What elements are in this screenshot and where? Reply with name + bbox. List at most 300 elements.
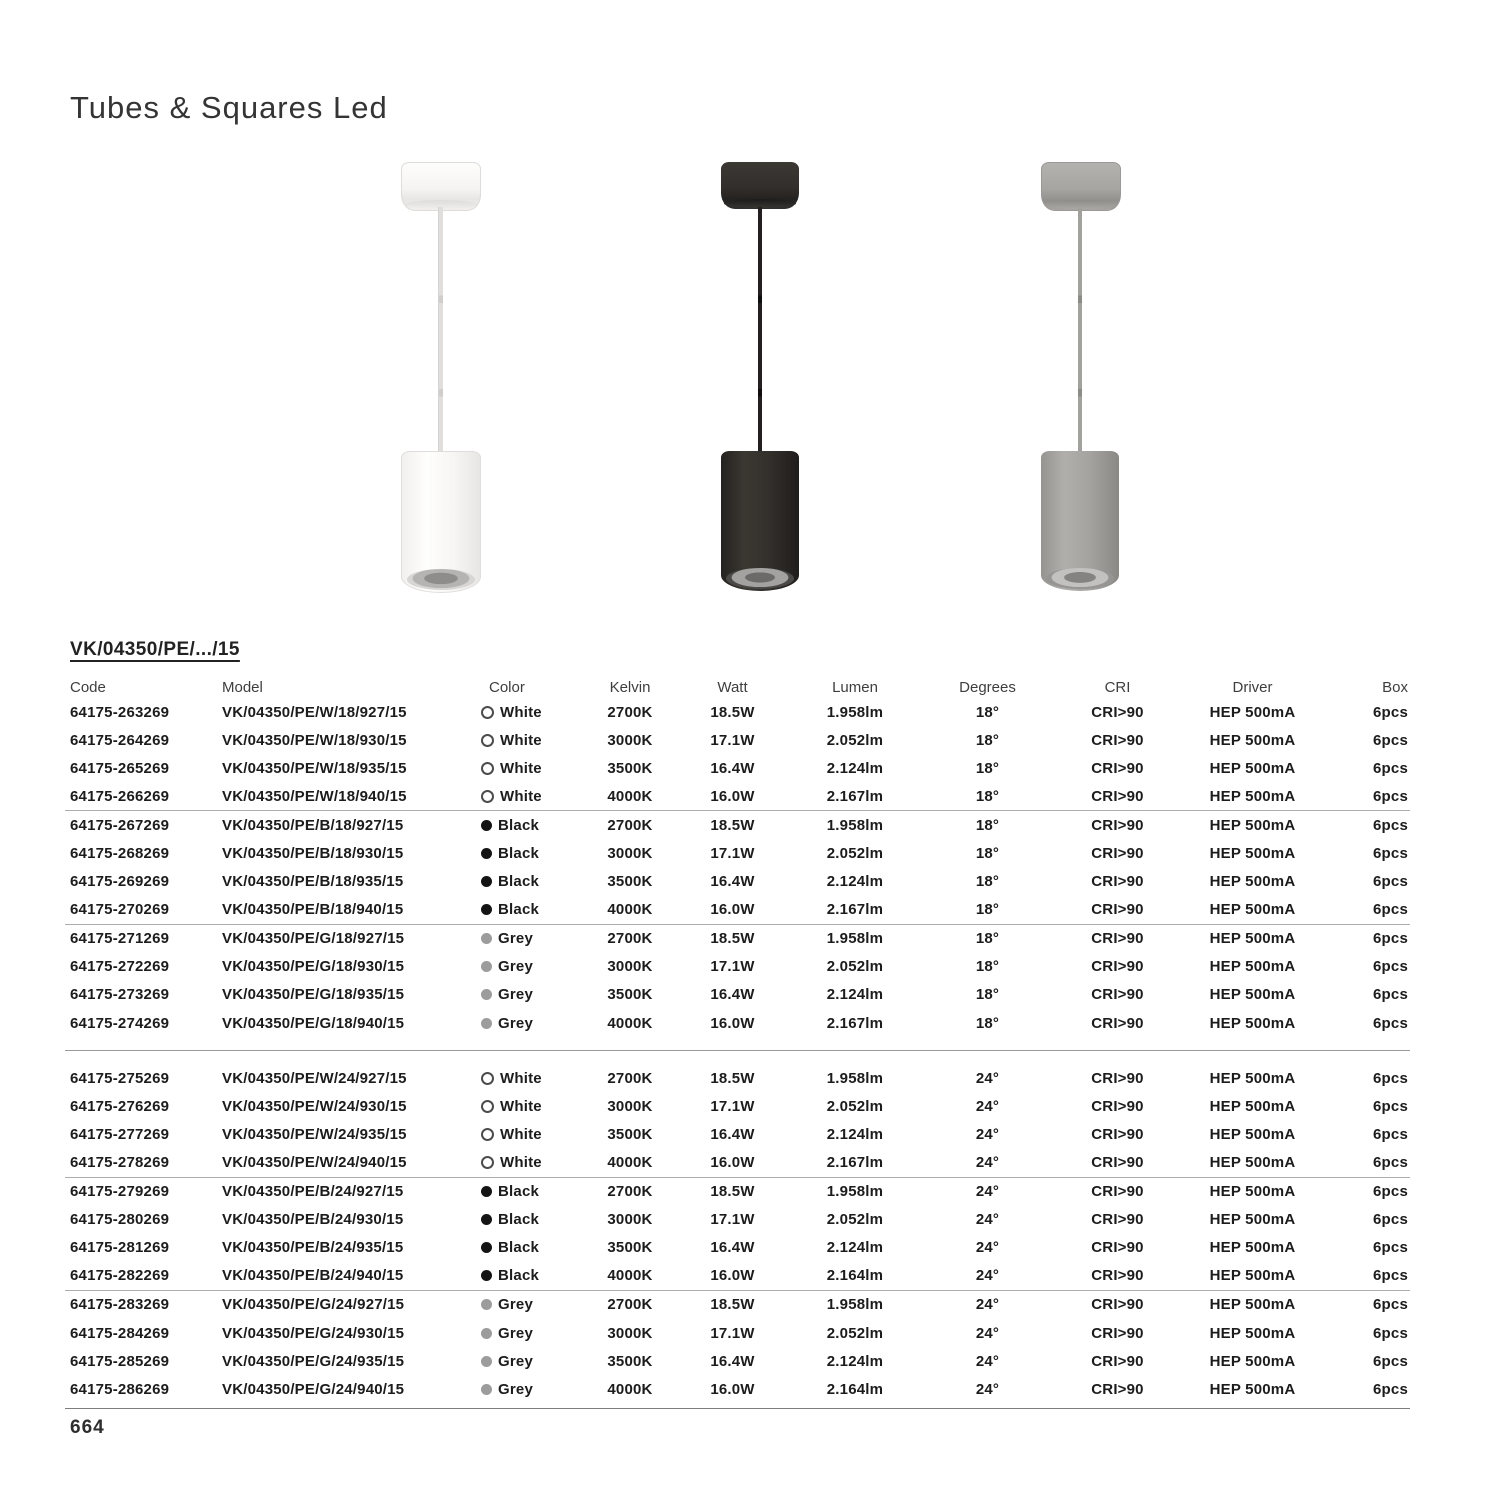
lumen-cell: 2.124lm: [826, 1239, 884, 1257]
column-header-color: Color: [489, 678, 525, 696]
code-cell: 64175-278269: [70, 1153, 170, 1171]
driver-cell: HEP 500mA: [1209, 986, 1296, 1004]
box-cell: 6pcs: [1373, 958, 1408, 976]
driver-cell: HEP 500mA: [1209, 731, 1296, 749]
cri-cell: CRI>90: [1091, 703, 1144, 721]
watt-cell: 16.0W: [710, 901, 755, 919]
driver-cell: HEP 500mA: [1209, 845, 1296, 863]
color-cell: [473, 901, 585, 918]
cri-cell: CRI>90: [1091, 958, 1144, 976]
color-label: White: [500, 1125, 542, 1143]
code-cell: 64175-267269: [70, 816, 170, 834]
box-cell: 6pcs: [1373, 1352, 1408, 1370]
degrees-cell: 24°: [975, 1069, 1000, 1087]
model-cell: VK/04350/PE/G/18/930/15: [222, 958, 405, 976]
degrees-cell: 18°: [975, 731, 1000, 749]
box-cell: 6pcs: [1373, 1380, 1408, 1398]
color-cell: [473, 1070, 585, 1087]
table-row: [65, 1009, 1410, 1037]
table-header-row: [65, 676, 1410, 698]
model-cell: VK/04350/PE/G/18/927/15: [222, 930, 405, 948]
cri-cell: CRI>90: [1091, 1183, 1144, 1201]
lumen-cell: 2.124lm: [826, 1125, 884, 1143]
color-cell: [473, 817, 585, 834]
table-row: [65, 1234, 1410, 1262]
driver-cell: HEP 500mA: [1209, 958, 1296, 976]
cri-cell: CRI>90: [1091, 731, 1144, 749]
column-header-degrees: Degrees: [959, 678, 1016, 696]
column-header-watt: Watt: [717, 678, 748, 696]
code-cell: 64175-270269: [70, 901, 170, 919]
lumen-cell: 2.124lm: [826, 986, 884, 1004]
code-cell: 64175-266269: [70, 787, 170, 805]
driver-cell: HEP 500mA: [1209, 703, 1296, 721]
driver-cell: HEP 500mA: [1209, 1352, 1296, 1370]
watt-cell: 16.4W: [710, 986, 755, 1004]
degrees-cell: 24°: [975, 1153, 1000, 1171]
watt-cell: 16.4W: [710, 873, 755, 891]
color-label: Black: [498, 845, 540, 863]
model-cell: VK/04350/PE/G/18/935/15: [222, 986, 405, 1004]
lumen-cell: 2.167lm: [826, 1153, 884, 1171]
lamp-reflector-white: [407, 569, 475, 590]
degrees-cell: 24°: [975, 1125, 1000, 1143]
color-label: Grey: [498, 1296, 533, 1314]
watt-cell: 18.5W: [710, 703, 755, 721]
table-row: [65, 1148, 1410, 1176]
color-cell: [473, 1154, 585, 1171]
color-cell: [473, 1381, 585, 1398]
watt-cell: 17.1W: [710, 1324, 755, 1342]
watt-cell: 16.0W: [710, 787, 755, 805]
code-cell: 64175-282269: [70, 1267, 170, 1285]
lamp-shade-grey: [1041, 451, 1119, 591]
degrees-cell: 24°: [975, 1380, 1000, 1398]
table-row: [65, 811, 1410, 839]
cri-cell: CRI>90: [1091, 873, 1144, 891]
color-label: Grey: [498, 1352, 533, 1370]
watt-cell: 16.0W: [710, 1153, 755, 1171]
code-cell: 64175-277269: [70, 1125, 170, 1143]
color-label: Black: [498, 816, 540, 834]
kelvin-cell: 3000K: [607, 1324, 653, 1342]
code-cell: 64175-276269: [70, 1097, 170, 1115]
color-cell: [473, 1015, 585, 1032]
footer-divider: [65, 1408, 1410, 1409]
lumen-cell: 1.958lm: [826, 703, 884, 721]
box-cell: 6pcs: [1373, 731, 1408, 749]
lamp-shade-white: [401, 451, 481, 593]
lumen-cell: 2.167lm: [826, 1014, 884, 1032]
table-row: [65, 782, 1410, 810]
color-label: Grey: [498, 930, 533, 948]
watt-cell: 18.5W: [710, 930, 755, 948]
color-dot-grey: [481, 1356, 492, 1367]
code-cell: 64175-265269: [70, 759, 170, 777]
driver-cell: HEP 500mA: [1209, 1125, 1296, 1143]
pendant-lamp-black: [675, 158, 845, 606]
color-cell: [473, 1183, 585, 1200]
watt-cell: 17.1W: [710, 958, 755, 976]
code-cell: 64175-272269: [70, 958, 170, 976]
degrees-cell: 24°: [975, 1239, 1000, 1257]
degrees-cell: 18°: [975, 845, 1000, 863]
color-cell: [473, 1267, 585, 1284]
kelvin-cell: 3500K: [607, 1125, 653, 1143]
code-cell: 64175-286269: [70, 1380, 170, 1398]
table-row: [65, 896, 1410, 924]
table-row: [65, 953, 1410, 981]
color-dot-grey: [481, 1384, 492, 1395]
color-dot-black: [481, 848, 492, 859]
pendant-lamp-white: [355, 158, 525, 606]
watt-cell: 16.0W: [710, 1380, 755, 1398]
driver-cell: HEP 500mA: [1209, 1069, 1296, 1087]
lamp-reflector-grey: [1046, 568, 1114, 589]
product-series-heading: VK/04350/PE/.../15: [70, 639, 240, 660]
code-cell: 64175-271269: [70, 930, 170, 948]
lamp-shade-black: [721, 451, 799, 591]
kelvin-cell: 2700K: [607, 703, 653, 721]
color-label: Black: [498, 901, 540, 919]
driver-cell: HEP 500mA: [1209, 1296, 1296, 1314]
color-dot-black: [481, 904, 492, 915]
color-group: [65, 698, 1410, 811]
table-row: [65, 754, 1410, 782]
lamp-canopy-white: [401, 162, 481, 211]
color-label: White: [500, 1069, 542, 1087]
box-cell: 6pcs: [1373, 1267, 1408, 1285]
color-dot-white: [481, 1128, 494, 1141]
spec-table: [65, 637, 1410, 1439]
color-cell: [473, 1325, 585, 1342]
color-cell: [473, 1126, 585, 1143]
color-dot-black: [481, 1214, 492, 1225]
column-header-lumen: Lumen: [832, 678, 878, 696]
color-dot-white: [481, 1156, 494, 1169]
model-cell: VK/04350/PE/W/18/930/15: [222, 731, 407, 749]
color-cell: [473, 930, 585, 947]
code-cell: 64175-269269: [70, 873, 170, 891]
beam-angle-block-18deg: [65, 698, 1410, 1037]
color-cell: [473, 1098, 585, 1115]
kelvin-cell: 3000K: [607, 1097, 653, 1115]
color-dot-black: [481, 1270, 492, 1281]
watt-cell: 18.5W: [710, 816, 755, 834]
model-cell: VK/04350/PE/B/18/927/15: [222, 816, 404, 834]
cri-cell: CRI>90: [1091, 1380, 1144, 1398]
driver-cell: HEP 500mA: [1209, 1239, 1296, 1257]
degrees-cell: 18°: [975, 986, 1000, 1004]
table-row: [65, 698, 1410, 726]
color-group: [65, 811, 1410, 924]
code-cell: 64175-283269: [70, 1296, 170, 1314]
color-dot-white: [481, 1072, 494, 1085]
box-cell: 6pcs: [1373, 703, 1408, 721]
table-row: [65, 1347, 1410, 1375]
cri-cell: CRI>90: [1091, 1014, 1144, 1032]
box-cell: 6pcs: [1373, 787, 1408, 805]
kelvin-cell: 3000K: [607, 958, 653, 976]
watt-cell: 17.1W: [710, 1097, 755, 1115]
cri-cell: CRI>90: [1091, 930, 1144, 948]
watt-cell: 16.4W: [710, 1239, 755, 1257]
color-cell: [473, 760, 585, 777]
kelvin-cell: 3000K: [607, 1211, 653, 1229]
code-cell: 64175-273269: [70, 986, 170, 1004]
cri-cell: CRI>90: [1091, 1352, 1144, 1370]
color-group: [65, 1291, 1410, 1403]
box-cell: 6pcs: [1373, 1296, 1408, 1314]
model-cell: VK/04350/PE/B/18/940/15: [222, 901, 404, 919]
kelvin-cell: 3500K: [607, 1239, 653, 1257]
kelvin-cell: 2700K: [607, 1296, 653, 1314]
degrees-cell: 24°: [975, 1352, 1000, 1370]
box-cell: 6pcs: [1373, 1153, 1408, 1171]
watt-cell: 16.4W: [710, 1352, 755, 1370]
model-cell: VK/04350/PE/W/24/940/15: [222, 1153, 407, 1171]
column-header-box: Box: [1382, 678, 1408, 696]
cri-cell: CRI>90: [1091, 986, 1144, 1004]
kelvin-cell: 2700K: [607, 1069, 653, 1087]
lumen-cell: 2.052lm: [826, 1324, 884, 1342]
color-label: White: [500, 1097, 542, 1115]
kelvin-cell: 4000K: [607, 1380, 653, 1398]
color-group: [65, 1178, 1410, 1291]
table-row: [65, 981, 1410, 1009]
driver-cell: HEP 500mA: [1209, 1153, 1296, 1171]
lumen-cell: 2.052lm: [826, 958, 884, 976]
code-cell: 64175-279269: [70, 1183, 170, 1201]
model-cell: VK/04350/PE/B/24/940/15: [222, 1267, 404, 1285]
driver-cell: HEP 500mA: [1209, 1267, 1296, 1285]
code-cell: 64175-264269: [70, 731, 170, 749]
lumen-cell: 2.124lm: [826, 759, 884, 777]
watt-cell: 17.1W: [710, 1211, 755, 1229]
degrees-cell: 24°: [975, 1097, 1000, 1115]
driver-cell: HEP 500mA: [1209, 930, 1296, 948]
color-label: White: [500, 787, 542, 805]
color-cell: [473, 986, 585, 1003]
box-cell: 6pcs: [1373, 1125, 1408, 1143]
watt-cell: 16.4W: [710, 1125, 755, 1143]
degrees-cell: 24°: [975, 1296, 1000, 1314]
box-cell: 6pcs: [1373, 1211, 1408, 1229]
lamp-cord-white: [438, 207, 443, 453]
kelvin-cell: 3000K: [607, 845, 653, 863]
table-row: [65, 1178, 1410, 1206]
lumen-cell: 1.958lm: [826, 1183, 884, 1201]
page-title: Tubes & Squares Led: [70, 90, 388, 125]
box-cell: 6pcs: [1373, 901, 1408, 919]
lamp-reflector-black: [726, 568, 794, 589]
column-header-kelvin: Kelvin: [609, 678, 651, 696]
watt-cell: 18.5W: [710, 1296, 755, 1314]
watt-cell: 18.5W: [710, 1183, 755, 1201]
code-cell: 64175-281269: [70, 1239, 170, 1257]
color-dot-grey: [481, 933, 492, 944]
degrees-cell: 18°: [975, 759, 1000, 777]
degrees-cell: 18°: [975, 787, 1000, 805]
color-cell: [473, 1239, 585, 1256]
kelvin-cell: 4000K: [607, 1014, 653, 1032]
driver-cell: HEP 500mA: [1209, 1380, 1296, 1398]
lamp-cord-grey: [1078, 207, 1082, 453]
lamp-canopy-black: [721, 162, 799, 209]
kelvin-cell: 3500K: [607, 759, 653, 777]
cri-cell: CRI>90: [1091, 1153, 1144, 1171]
color-dot-black: [481, 1242, 492, 1253]
color-dot-white: [481, 706, 494, 719]
color-dot-grey: [481, 1299, 492, 1310]
lumen-cell: 2.124lm: [826, 1352, 884, 1370]
code-cell: 64175-280269: [70, 1211, 170, 1229]
degrees-cell: 18°: [975, 1014, 1000, 1032]
lumen-cell: 1.958lm: [826, 816, 884, 834]
color-label: White: [500, 759, 542, 777]
table-row: [65, 1206, 1410, 1234]
box-cell: 6pcs: [1373, 1183, 1408, 1201]
lumen-cell: 2.052lm: [826, 1097, 884, 1115]
color-label: Black: [498, 1267, 540, 1285]
lumen-cell: 1.958lm: [826, 1296, 884, 1314]
watt-cell: 16.4W: [710, 759, 755, 777]
model-cell: VK/04350/PE/W/18/935/15: [222, 759, 407, 777]
color-dot-grey: [481, 961, 492, 972]
code-cell: 64175-268269: [70, 845, 170, 863]
column-header-code: Code: [70, 678, 106, 696]
model-cell: VK/04350/PE/W/24/935/15: [222, 1125, 407, 1143]
lumen-cell: 2.052lm: [826, 731, 884, 749]
table-row: [65, 1120, 1410, 1148]
color-label: Grey: [498, 1014, 533, 1032]
color-label: Black: [498, 873, 540, 891]
box-cell: 6pcs: [1373, 759, 1408, 777]
code-cell: 64175-284269: [70, 1324, 170, 1342]
degrees-cell: 24°: [975, 1211, 1000, 1229]
model-cell: VK/04350/PE/B/24/927/15: [222, 1183, 404, 1201]
model-cell: VK/04350/PE/G/24/940/15: [222, 1380, 405, 1398]
lumen-cell: 2.052lm: [826, 845, 884, 863]
code-cell: 64175-263269: [70, 703, 170, 721]
model-cell: VK/04350/PE/G/18/940/15: [222, 1014, 405, 1032]
color-dot-white: [481, 734, 494, 747]
color-label: Grey: [498, 1380, 533, 1398]
lumen-cell: 2.167lm: [826, 787, 884, 805]
color-dot-white: [481, 762, 494, 775]
lumen-cell: 1.958lm: [826, 1069, 884, 1087]
code-cell: 64175-275269: [70, 1069, 170, 1087]
degrees-cell: 24°: [975, 1183, 1000, 1201]
model-cell: VK/04350/PE/W/18/940/15: [222, 787, 407, 805]
color-cell: [473, 845, 585, 862]
table-row: [65, 1375, 1410, 1403]
column-header-driver: Driver: [1232, 678, 1273, 696]
box-cell: 6pcs: [1373, 930, 1408, 948]
color-cell: [473, 704, 585, 721]
cri-cell: CRI>90: [1091, 1324, 1144, 1342]
degrees-cell: 24°: [975, 1324, 1000, 1342]
kelvin-cell: 4000K: [607, 901, 653, 919]
lamp-canopy-grey: [1041, 162, 1121, 211]
kelvin-cell: 2700K: [607, 816, 653, 834]
table-row: [65, 1092, 1410, 1120]
color-dot-grey: [481, 989, 492, 1000]
cri-cell: CRI>90: [1091, 1125, 1144, 1143]
cri-cell: CRI>90: [1091, 816, 1144, 834]
cri-cell: CRI>90: [1091, 1069, 1144, 1087]
degrees-cell: 18°: [975, 873, 1000, 891]
box-cell: 6pcs: [1373, 845, 1408, 863]
table-row: [65, 868, 1410, 896]
color-cell: [473, 958, 585, 975]
color-dot-grey: [481, 1328, 492, 1339]
color-dot-grey: [481, 1018, 492, 1029]
lumen-cell: 2.052lm: [826, 1211, 884, 1229]
code-cell: 64175-274269: [70, 1014, 170, 1032]
table-row: [65, 839, 1410, 867]
table-body: [65, 698, 1410, 1403]
model-cell: VK/04350/PE/W/24/927/15: [222, 1069, 407, 1087]
cri-cell: CRI>90: [1091, 1267, 1144, 1285]
lumen-cell: 1.958lm: [826, 930, 884, 948]
model-cell: VK/04350/PE/W/24/930/15: [222, 1097, 407, 1115]
cri-cell: CRI>90: [1091, 1296, 1144, 1314]
box-cell: 6pcs: [1373, 986, 1408, 1004]
color-group: [65, 925, 1410, 1037]
color-label: Black: [498, 1183, 540, 1201]
driver-cell: HEP 500mA: [1209, 1183, 1296, 1201]
color-dot-black: [481, 820, 492, 831]
model-cell: VK/04350/PE/B/18/930/15: [222, 845, 404, 863]
driver-cell: HEP 500mA: [1209, 816, 1296, 834]
degrees-cell: 18°: [975, 816, 1000, 834]
color-cell: [473, 732, 585, 749]
color-dot-white: [481, 1100, 494, 1113]
box-cell: 6pcs: [1373, 1014, 1408, 1032]
color-label: Grey: [498, 958, 533, 976]
block-separator: [65, 1037, 1410, 1064]
kelvin-cell: 3000K: [607, 731, 653, 749]
cri-cell: CRI>90: [1091, 759, 1144, 777]
color-label: White: [500, 1153, 542, 1171]
color-cell: [473, 788, 585, 805]
watt-cell: 16.0W: [710, 1014, 755, 1032]
model-cell: VK/04350/PE/B/24/930/15: [222, 1211, 404, 1229]
color-cell: [473, 873, 585, 890]
table-row: [65, 1319, 1410, 1347]
lumen-cell: 2.167lm: [826, 901, 884, 919]
column-header-cri: CRI: [1104, 678, 1131, 696]
driver-cell: HEP 500mA: [1209, 759, 1296, 777]
cri-cell: CRI>90: [1091, 845, 1144, 863]
box-cell: 6pcs: [1373, 1069, 1408, 1087]
lumen-cell: 2.164lm: [826, 1267, 884, 1285]
model-cell: VK/04350/PE/W/18/927/15: [222, 703, 407, 721]
kelvin-cell: 4000K: [607, 1267, 653, 1285]
kelvin-cell: 3500K: [607, 986, 653, 1004]
pendant-lamp-grey: [995, 158, 1165, 606]
table-row: [65, 1064, 1410, 1092]
model-cell: VK/04350/PE/G/24/927/15: [222, 1296, 405, 1314]
degrees-cell: 18°: [975, 958, 1000, 976]
box-cell: 6pcs: [1373, 816, 1408, 834]
box-cell: 6pcs: [1373, 1097, 1408, 1115]
driver-cell: HEP 500mA: [1209, 1014, 1296, 1032]
product-images: [0, 158, 1500, 608]
box-cell: 6pcs: [1373, 1324, 1408, 1342]
box-cell: 6pcs: [1373, 1239, 1408, 1257]
